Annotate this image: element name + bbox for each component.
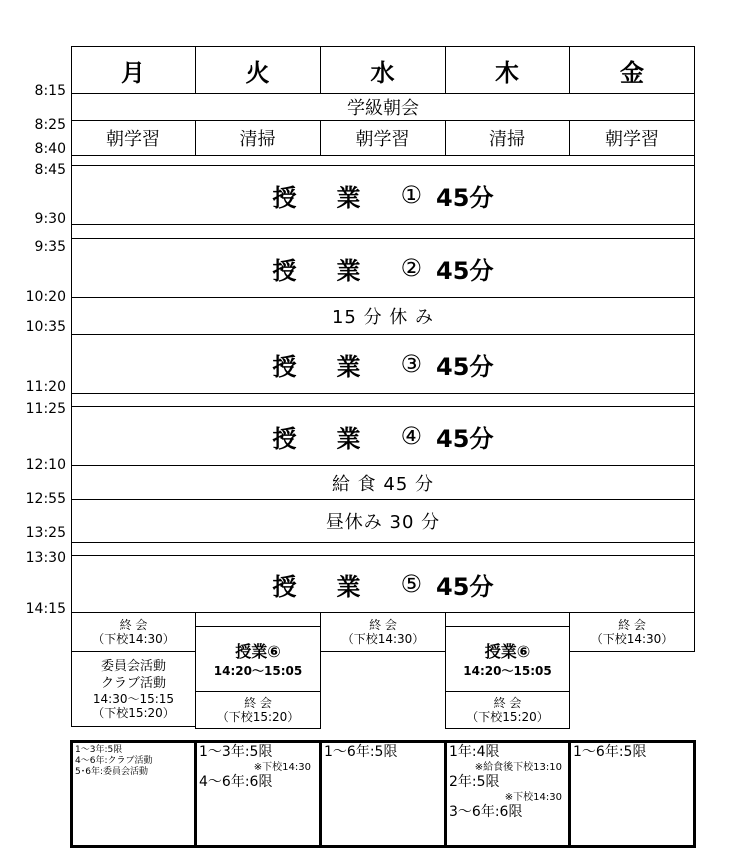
day-mon: 月 xyxy=(121,58,145,87)
lesson-word: 業 xyxy=(336,572,361,601)
note-line: 2年:5限 xyxy=(449,774,500,790)
day-thu: 木 xyxy=(495,58,519,87)
dismiss-time: （下校14:30） xyxy=(92,632,175,646)
time-label: 8:45 xyxy=(34,162,66,178)
notes-mon xyxy=(75,745,153,778)
lesson-3 xyxy=(71,334,695,394)
gap-strip xyxy=(71,393,695,407)
lesson-length: 45分 xyxy=(436,424,494,453)
morning-fri: 朝学習 xyxy=(605,129,659,150)
time-label: 8:15 xyxy=(34,83,66,99)
time-label: 12:10 xyxy=(25,457,66,473)
note-line: 1年:4限 xyxy=(449,744,500,760)
lesson-number: ③ xyxy=(400,350,423,378)
lesson-word: 授 xyxy=(272,352,297,381)
committee-time: 14:30～15:15 xyxy=(92,692,175,706)
lesson-length: 45分 xyxy=(436,572,494,601)
time-label: 9:30 xyxy=(34,211,66,227)
note-line: ※下校14:30 xyxy=(253,762,311,773)
lesson6-label: 授業⑥ xyxy=(235,642,281,661)
gap-strip xyxy=(445,612,570,627)
lesson-number: ② xyxy=(400,254,423,282)
notes-fri xyxy=(573,744,646,761)
lesson-4 xyxy=(71,406,695,466)
time-label: 10:20 xyxy=(25,289,66,305)
thu-closing xyxy=(445,691,570,729)
note-line: ※給食後下校13:10 xyxy=(474,762,562,773)
dismiss-time: （下校14:30） xyxy=(341,632,425,646)
time-label: 11:25 xyxy=(25,401,66,417)
lesson6-time: 14:20～15:05 xyxy=(213,664,303,678)
lesson6-time: 14:20～15:05 xyxy=(463,664,552,678)
morning-mon: 朝学習 xyxy=(106,129,160,150)
note-line: 1～3年:5限 xyxy=(75,745,123,755)
note-line: 5･6年:委員会活動 xyxy=(75,767,148,777)
lesson-word: 業 xyxy=(336,424,361,453)
lesson-word: 授 xyxy=(272,572,297,601)
closing-label: 終 会 xyxy=(618,618,646,632)
lesson-word: 授 xyxy=(272,256,297,285)
note-line: 1～6年:5限 xyxy=(573,744,647,760)
time-label: 12:55 xyxy=(25,491,66,507)
lesson-5 xyxy=(71,555,695,613)
closing-label: 終 会 xyxy=(244,696,272,710)
time-label: 14:15 xyxy=(25,601,66,617)
dismiss-time: （下校15:20） xyxy=(466,710,549,724)
time-label: 8:25 xyxy=(34,117,66,133)
fri-closing xyxy=(569,612,695,652)
notes-wed xyxy=(324,744,397,761)
notes-thu xyxy=(449,744,566,821)
note-line: ※下校14:30 xyxy=(504,792,562,803)
note-line: 3～6年:6限 xyxy=(449,804,523,820)
lesson-number: ① xyxy=(400,181,423,209)
mon-committee xyxy=(71,651,196,727)
notes-tue xyxy=(199,744,317,791)
lesson-number: ⑤ xyxy=(400,570,423,598)
time-label: 11:20 xyxy=(25,379,66,395)
dismiss-time: （下校15:20） xyxy=(92,706,175,720)
dismiss-time: （下校15:20） xyxy=(216,710,300,724)
lesson-word: 業 xyxy=(336,256,361,285)
lesson-1 xyxy=(71,165,695,225)
time-label: 10:35 xyxy=(25,319,66,335)
lesson-word: 業 xyxy=(336,183,361,212)
day-wed: 水 xyxy=(370,58,395,87)
morning-thu: 清掃 xyxy=(489,129,525,150)
club-label: クラブ活動 xyxy=(100,676,166,691)
note-line: 1～6年:5限 xyxy=(324,744,398,760)
committee-label: 委員会活動 xyxy=(100,659,166,674)
tue-lesson6 xyxy=(195,626,321,692)
mon-closing xyxy=(71,612,196,652)
dismiss-time: （下校14:30） xyxy=(590,632,674,646)
break-label: 15 分 休 み xyxy=(331,307,435,328)
wed-closing xyxy=(320,612,446,652)
noon-break-label: 昼休み 30 分 xyxy=(325,512,441,533)
gap-strip xyxy=(71,542,695,556)
gap-strip xyxy=(71,224,695,239)
morning-tue: 清掃 xyxy=(239,129,276,150)
day-tue: 火 xyxy=(245,58,270,87)
lunch-label: 給 食 45 分 xyxy=(331,473,435,495)
closing-label: 終 会 xyxy=(493,696,522,710)
gap-strip xyxy=(195,612,321,627)
day-fri: 金 xyxy=(620,58,644,87)
lesson-2 xyxy=(71,238,695,298)
closing-label: 終 会 xyxy=(119,618,148,632)
lesson-length: 45分 xyxy=(436,183,494,212)
lesson-word: 授 xyxy=(272,424,297,453)
time-label: 13:25 xyxy=(25,525,66,541)
lesson-number: ④ xyxy=(400,422,423,450)
thu-lesson6 xyxy=(445,626,570,692)
note-line: 1～3年:5限 xyxy=(199,744,273,760)
note-line: 4～6年:クラブ活動 xyxy=(75,756,153,766)
homeroom-label: 学級朝会 xyxy=(347,98,419,119)
time-label: 9:35 xyxy=(34,239,66,255)
lesson-word: 業 xyxy=(336,352,361,381)
tue-closing xyxy=(195,691,321,729)
closing-label: 終 会 xyxy=(369,618,397,632)
lesson-length: 45分 xyxy=(436,256,494,285)
lesson-word: 授 xyxy=(272,183,297,212)
note-line: 4～6年:6限 xyxy=(199,774,273,790)
morning-wed: 朝学習 xyxy=(355,129,410,150)
time-label: 8:40 xyxy=(34,141,66,157)
lesson6-label: 授業⑥ xyxy=(484,642,531,661)
lesson-length: 45分 xyxy=(436,352,494,381)
time-label: 13:30 xyxy=(25,550,66,566)
